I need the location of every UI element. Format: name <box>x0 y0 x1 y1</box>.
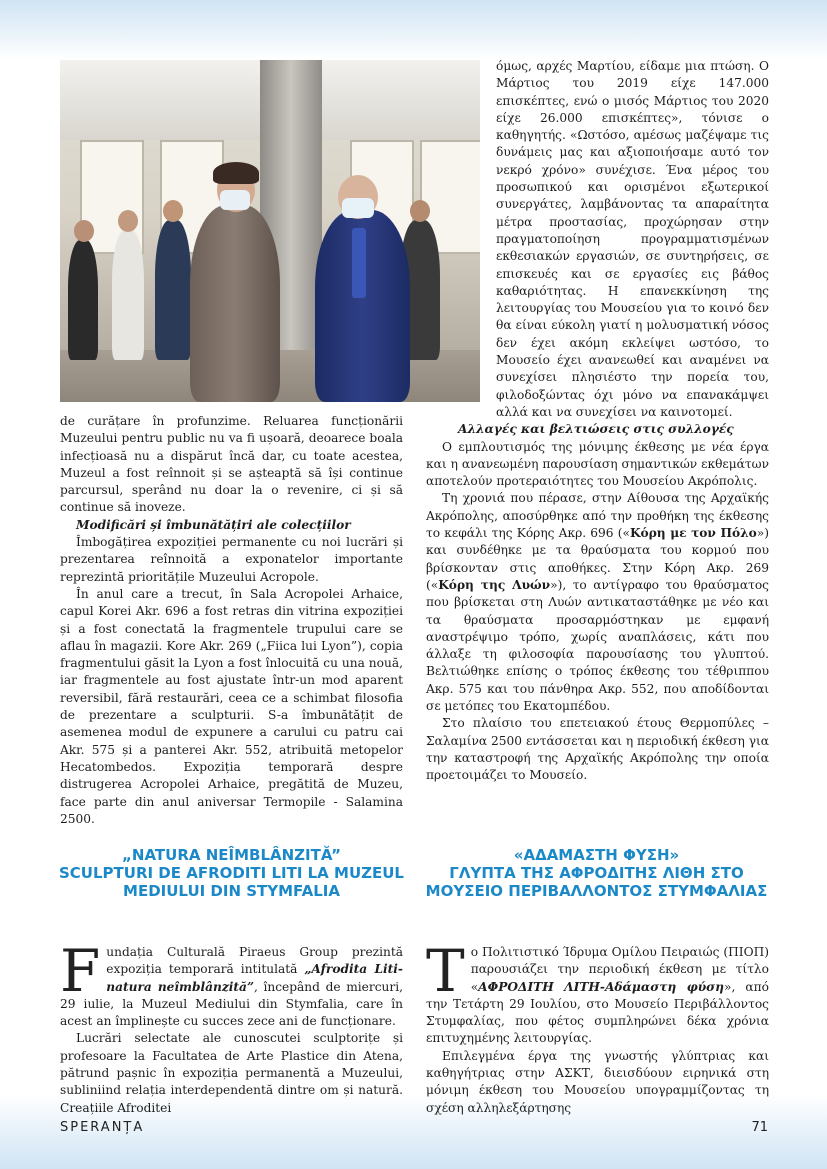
dropcap-f: F <box>60 937 101 1005</box>
greek-paragraph-2: Τη χρονιά που πέρασε, στην Αίθουσα της Αρχαϊκής Ακρόπολης, αποσύρθηκε από την προθήκη της έκθεσης το κεφάλι της Κόρης Ακρ. 696 («Κόρη με τον Πόλο») και συνδέθηκε με τα θραύσματα του κορμού που βρίσκονταν στις αποθήκες. Στην Κόρη Ακρ. 269 («Κόρη της Λυών»), το αντίγραφο του θραύσματος που βρίσκεται στη Λυών αντικαταστάθηκε με νέο και τα θραύσματα προσαρμόστηκαν με εμφανή αναστρέψιμο τρόπο, χωρίς αναπλάσεις, κάτι που άλλαξε τη φιλοσοφία παρουσίασης του γλυπτού. Βελτιώθηκε επίσης ο τρόπος έκθεσης του τέθριππου Ακρ. 575 και του πάνθηρα Ακρ. 552, που αποδίδονται σε μετόπες του Εκατομπέδου. <box>426 491 769 713</box>
museum-visit-photo <box>60 60 480 402</box>
greek-headline: «ΑΔΑΜΑΣΤΗ ΦΥΣΗ» ΓΛΥΠΤΑ ΤΗΣ ΑΦΡΟΔΙΤΗΣ ΛΙΘΗ ΣΤΟ ΜΟΥΣΕΙΟ ΠΕΡΙΒΑΛΛΟΝΤΟΣ ΣΤΥΜΦΑΛΙΑΣ <box>425 846 768 900</box>
greek-article-column-bottom <box>426 937 769 1117</box>
greek-bottom-paragraph-2: Επιλεγμένα έργα της γνωστής γλύπτριας και καθηγήτριας στην ΑΣΚΤ, διεισδύουν ειρηνικά στη μόνιμη έκθεση του Μουσείου υπογραμμίζοντας τη σχέση αλληλεξάρτησης <box>426 1048 769 1115</box>
romanian-headline: „NATURA NEÎMBLÂNZITĂ” SCULPTURI DE AFRODITI LITI LA MUZEUL MEDIULUI DIN STYMFALIA <box>59 846 404 900</box>
greek-subheading: Αλλαγές και βελτιώσεις στις συλλογές <box>458 422 734 437</box>
magazine-name: SPERANȚA <box>60 1120 145 1135</box>
greek-paragraph-3: Στο πλαίσιο του επετειακού έτους Θερμοπύλες – Σαλαμίνα 2500 εντάσσεται και η περιοδική έκθεση για την καταστροφή της Αρχαϊκής Ακρόπολης την οποία προετοιμάζει το Μουσείο. <box>426 716 769 783</box>
romanian-paragraph-2: În anul care a trecut, în Sala Acropolei Arhaice, capul Korei Akr. 696 a fost retras din vitrina expoziției și a fost conectată la fragmentele trupului care se aflau în magazii. Kore Akr. 269 („Fiica lui Lyon”), copia fragmentului găsit la Lyon a fost înlocuită cu una nouă, iar fragmentele au fost ajustate într-un mod aparent reversibil, fără restaurări, ceea ce a schimbat filosofia de prezentare a sculpturii. S-a îmbunătățit de asemenea modul de expunere a carului cu patru cai Akr. 575 și a panterei Akr. 552, atribuită metopelor Hecatombedos. Expoziția temporară despre distrugerea Acropolei Arhaice, pregătită de Muzeu, face parte din anul aniversar Termopile - Salamina 2500. <box>60 586 403 826</box>
greek-paragraph-1: Ο εμπλουτισμός της μόνιμης έκθεσης με νέα έργα και η ανανεωμένη παρουσίαση σημαντικών εκθεμάτων αποτελούν προτεραιότητες του Μουσείου Ακρόπολις. <box>426 439 769 489</box>
romanian-article-column-bottom <box>60 937 403 1117</box>
kore-polo-title: Κόρη με τον Πόλο <box>629 526 757 541</box>
kore-lyon-title: Κόρη της Λυών <box>438 577 551 592</box>
greek-lead-paragraph: Το Πολιτιστικό Ίδρυμα Ομίλου Πειραιώς (ΠΙΟΠ) παρουσιάζει την περιοδική έκθεση με τίτλο «ΑΦΡΟΔΙΤΗ ΛΙΤΗ-Αδάμαστη φύση», από την Τετάρτη 29 Ιουλίου, στο Μουσείο Περιβάλλοντος Στυμφαλίας, που φέτος συμπληρώνει δέκα χρόνια επιτυχημένης λειτουργίας. <box>426 937 769 1046</box>
romanian-paragraph-continued: de curățare în profunzime. Reluarea funcționării Muzeului pentru public nu va fi ușoară, deoarece boala infecțioasă nu a dispărut încă dar, cu toate acestea, Muzeul a fost reînnoit și se așteaptă să își continue parcursul, sperând nu doar la o revenire, ci și să continue să inoveze. <box>60 414 403 515</box>
greek-article-column-top <box>426 58 769 784</box>
page-number: 71 <box>751 1120 768 1135</box>
romanian-paragraph-1: Îmbogățirea expoziției permanente cu noi lucrări și prezentarea reînnoită a exponatelor importante reprezintă prioritățile Muzeului Acropole. <box>60 535 403 584</box>
romanian-lead-paragraph: Fundația Culturală Piraeus Group prezintă expoziția temporară intitulată „Afrodita Liti-natura neîmblânzită”, începând de miercuri, 29 iulie, la Muzeul Mediului din Stymfalia, care în acest an împlinește cu succes zece ani de funcționare. <box>60 937 403 1029</box>
greek-paragraph-continued: όμως, αρχές Μαρτίου, είδαμε μια πτώση. Ο Μάρτιος του 2019 είχε 147.000 επισκέπτες, ενώ ο μισός Μάρτιος του 2020 είχε 26.000 επισκέπτες», τόνισε ο καθηγητής. «Ωστόσο, αμέσως μαζέψαμε τις δυνάμεις μας και αξιοποιήσαμε αυτό τον νεκρό χρόνο» συνέχισε. Ένα μέρος του προσωπικού και ορισμένοι εξωτερικοί συνεργάτες, λαμβάνοντας τα απαραίτητα μέτρα προστασίας, προχώρησαν στην πραγματοποίηση προγραμματισμένων εκθεσιακών εργασιών, σε συντηρήσεις, σε επισκευές και σε εργασίες εις βάθος καθαριότητας. Η επανεκκίνηση της λειτουργίας του Μουσείου για το κοινό δεν θα είναι εύκολη γιατί η μολυσματική νόσος δεν έχει ακόμη εκλείψει ωστόσο, το Μουσείο έχει ανανεωθεί και αναμένει να συνεχίσει πλησιέστο την πορεία του, φιλοδοξώντας όχι μόνο να επανακάμψει αλλά και να συνεχίσει να καινοτομεί. <box>496 59 769 419</box>
dropcap-t: Τ <box>426 937 465 1005</box>
romanian-bottom-paragraph-2: Lucrări selectate ale cunoscutei sculptorițe și profesoare la Facultatea de Arte Plastice din Atena, pătrund pașnic în expoziția permanentă a Muzeului, subliniind relația interdependentă dintre om și natură. Creațiile Afroditei <box>60 1031 403 1115</box>
romanian-article-column-top <box>60 413 403 828</box>
romanian-subheading: Modificări și îmbunătățiri ale colecțiilor <box>76 517 351 532</box>
top-gradient-band <box>0 0 827 60</box>
